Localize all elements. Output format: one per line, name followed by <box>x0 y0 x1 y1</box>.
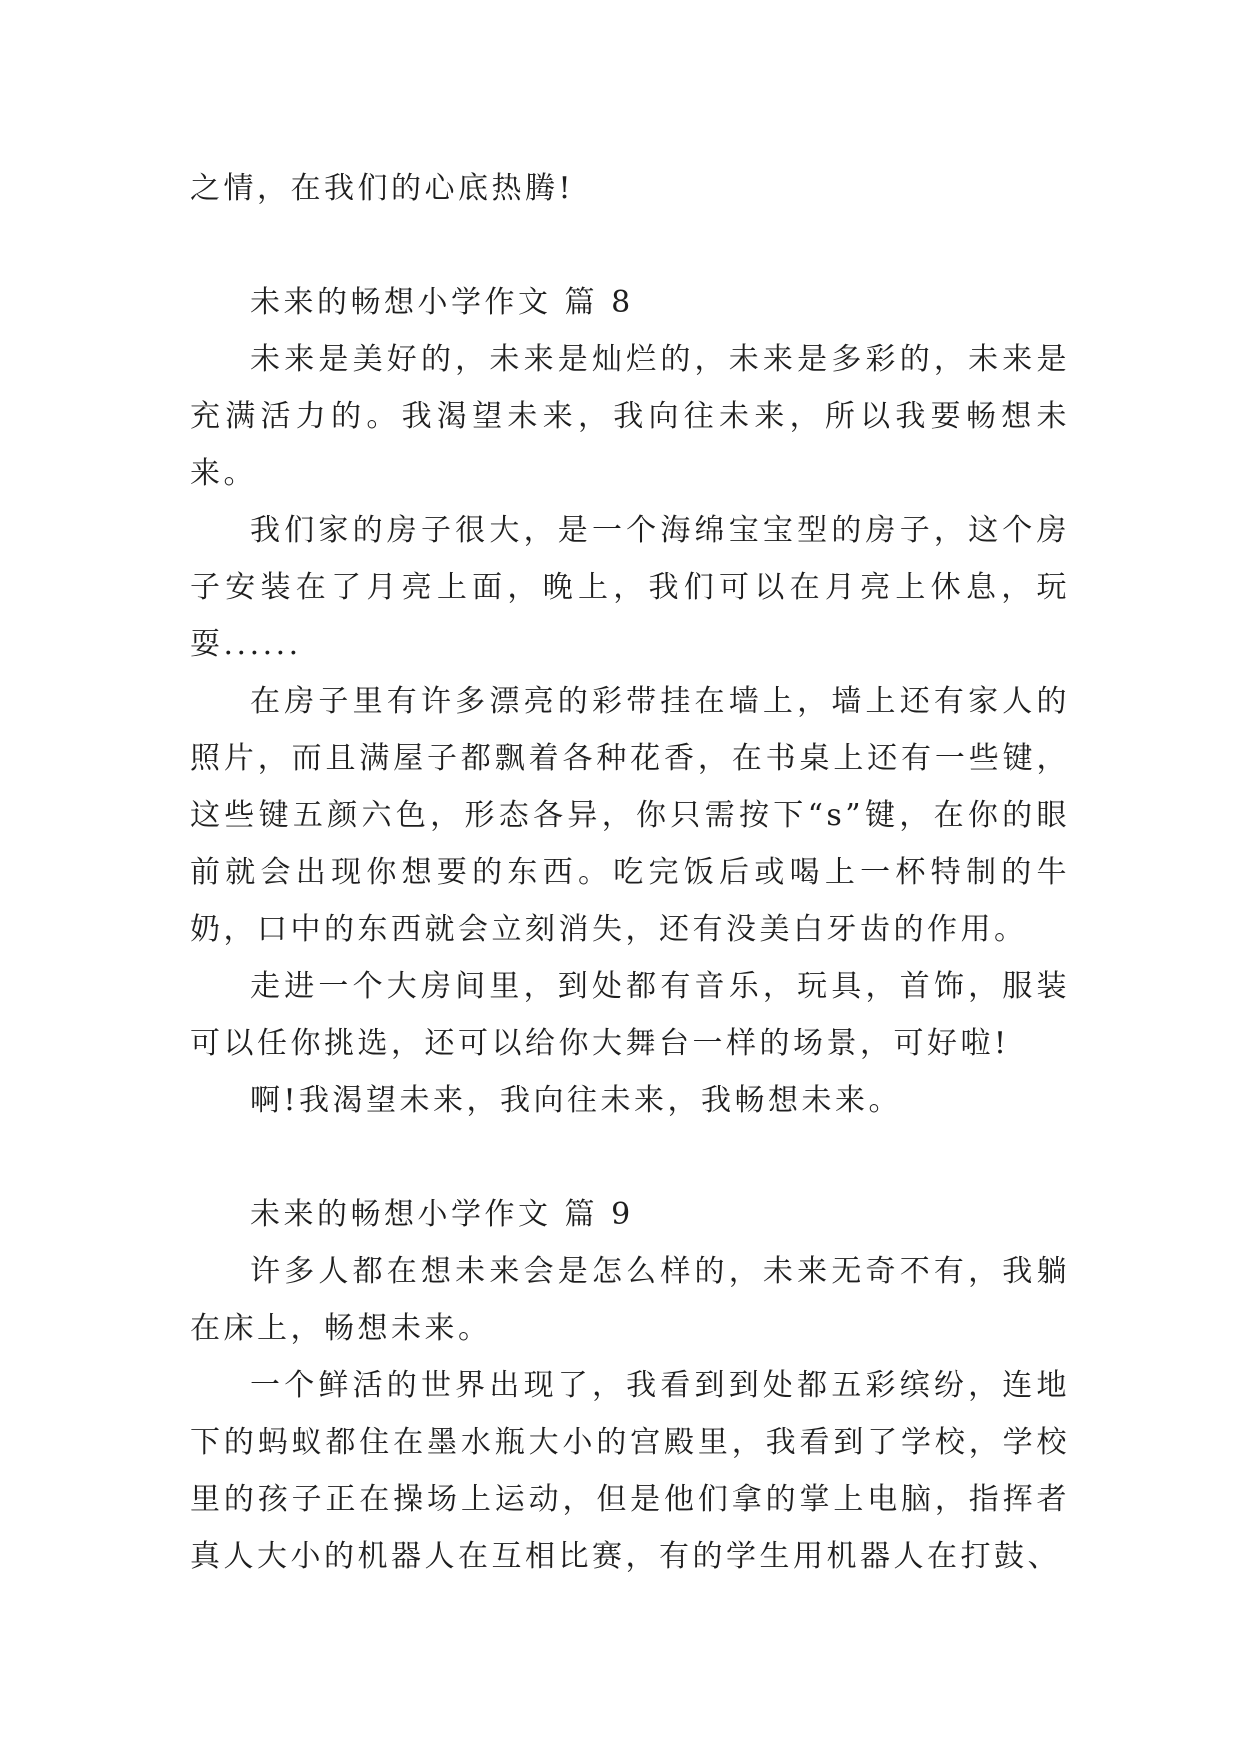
paragraph: 啊!我渴望未来，我向往未来，我畅想未来。 <box>250 1083 903 1118</box>
section-gap <box>190 1129 1070 1186</box>
paragraph: 未来是美好的，未来是灿烂的，未来是多彩的，未来是充满活力的。我渴望未来，我向往未来，所以我要畅想未来。 <box>190 342 1070 491</box>
section-heading: 未来的畅想小学作文 篇 9 <box>250 1197 634 1232</box>
paragraph: 在房子里有许多漂亮的彩带挂在墙上，墙上还有家人的照片，而且满屋子都飘着各种花香，在书桌上还有一些键，这些键五颜六色，形态各异，你只需按下“s”键，在你的眼前就会出现你想要的东西。吃完饭后或喝上一杯特制的牛奶，口中的东西就会立刻消失，还有没美白牙齿的作用。 <box>190 684 1070 947</box>
paragraph: 走进一个大房间里，到处都有音乐，玩具，首饰，服装可以任你挑选，还可以给你大舞台一样的场景，可好啦! <box>190 969 1070 1061</box>
paragraph: 我们家的房子很大，是一个海绵宝宝型的房子，这个房子安装在了月亮上面，晚上，我们可以在月亮上休息，玩耍...... <box>190 513 1070 662</box>
document-body <box>190 160 1070 1585</box>
essay-section-9 <box>190 1186 1070 1585</box>
paragraph: 一个鲜活的世界出现了，我看到到处都五彩缤纷，连地下的蚂蚁都住在墨水瓶大小的宫殿里，我看到了学校，学校里的孩子正在操场上运动，但是他们拿的掌上电脑，指挥者真人大小的机器人在互相比赛，有的学生用机器人在打鼓、 <box>190 1368 1070 1574</box>
essay-section-8 <box>190 274 1070 1129</box>
paragraph: 许多人都在想未来会是怎么样的，未来无奇不有，我躺在床上，畅想未来。 <box>190 1254 1070 1346</box>
section-gap <box>190 217 1070 274</box>
section-heading: 未来的畅想小学作文 篇 8 <box>250 285 634 320</box>
continuation-paragraph: 之情，在我们的心底热腾! <box>190 171 575 206</box>
